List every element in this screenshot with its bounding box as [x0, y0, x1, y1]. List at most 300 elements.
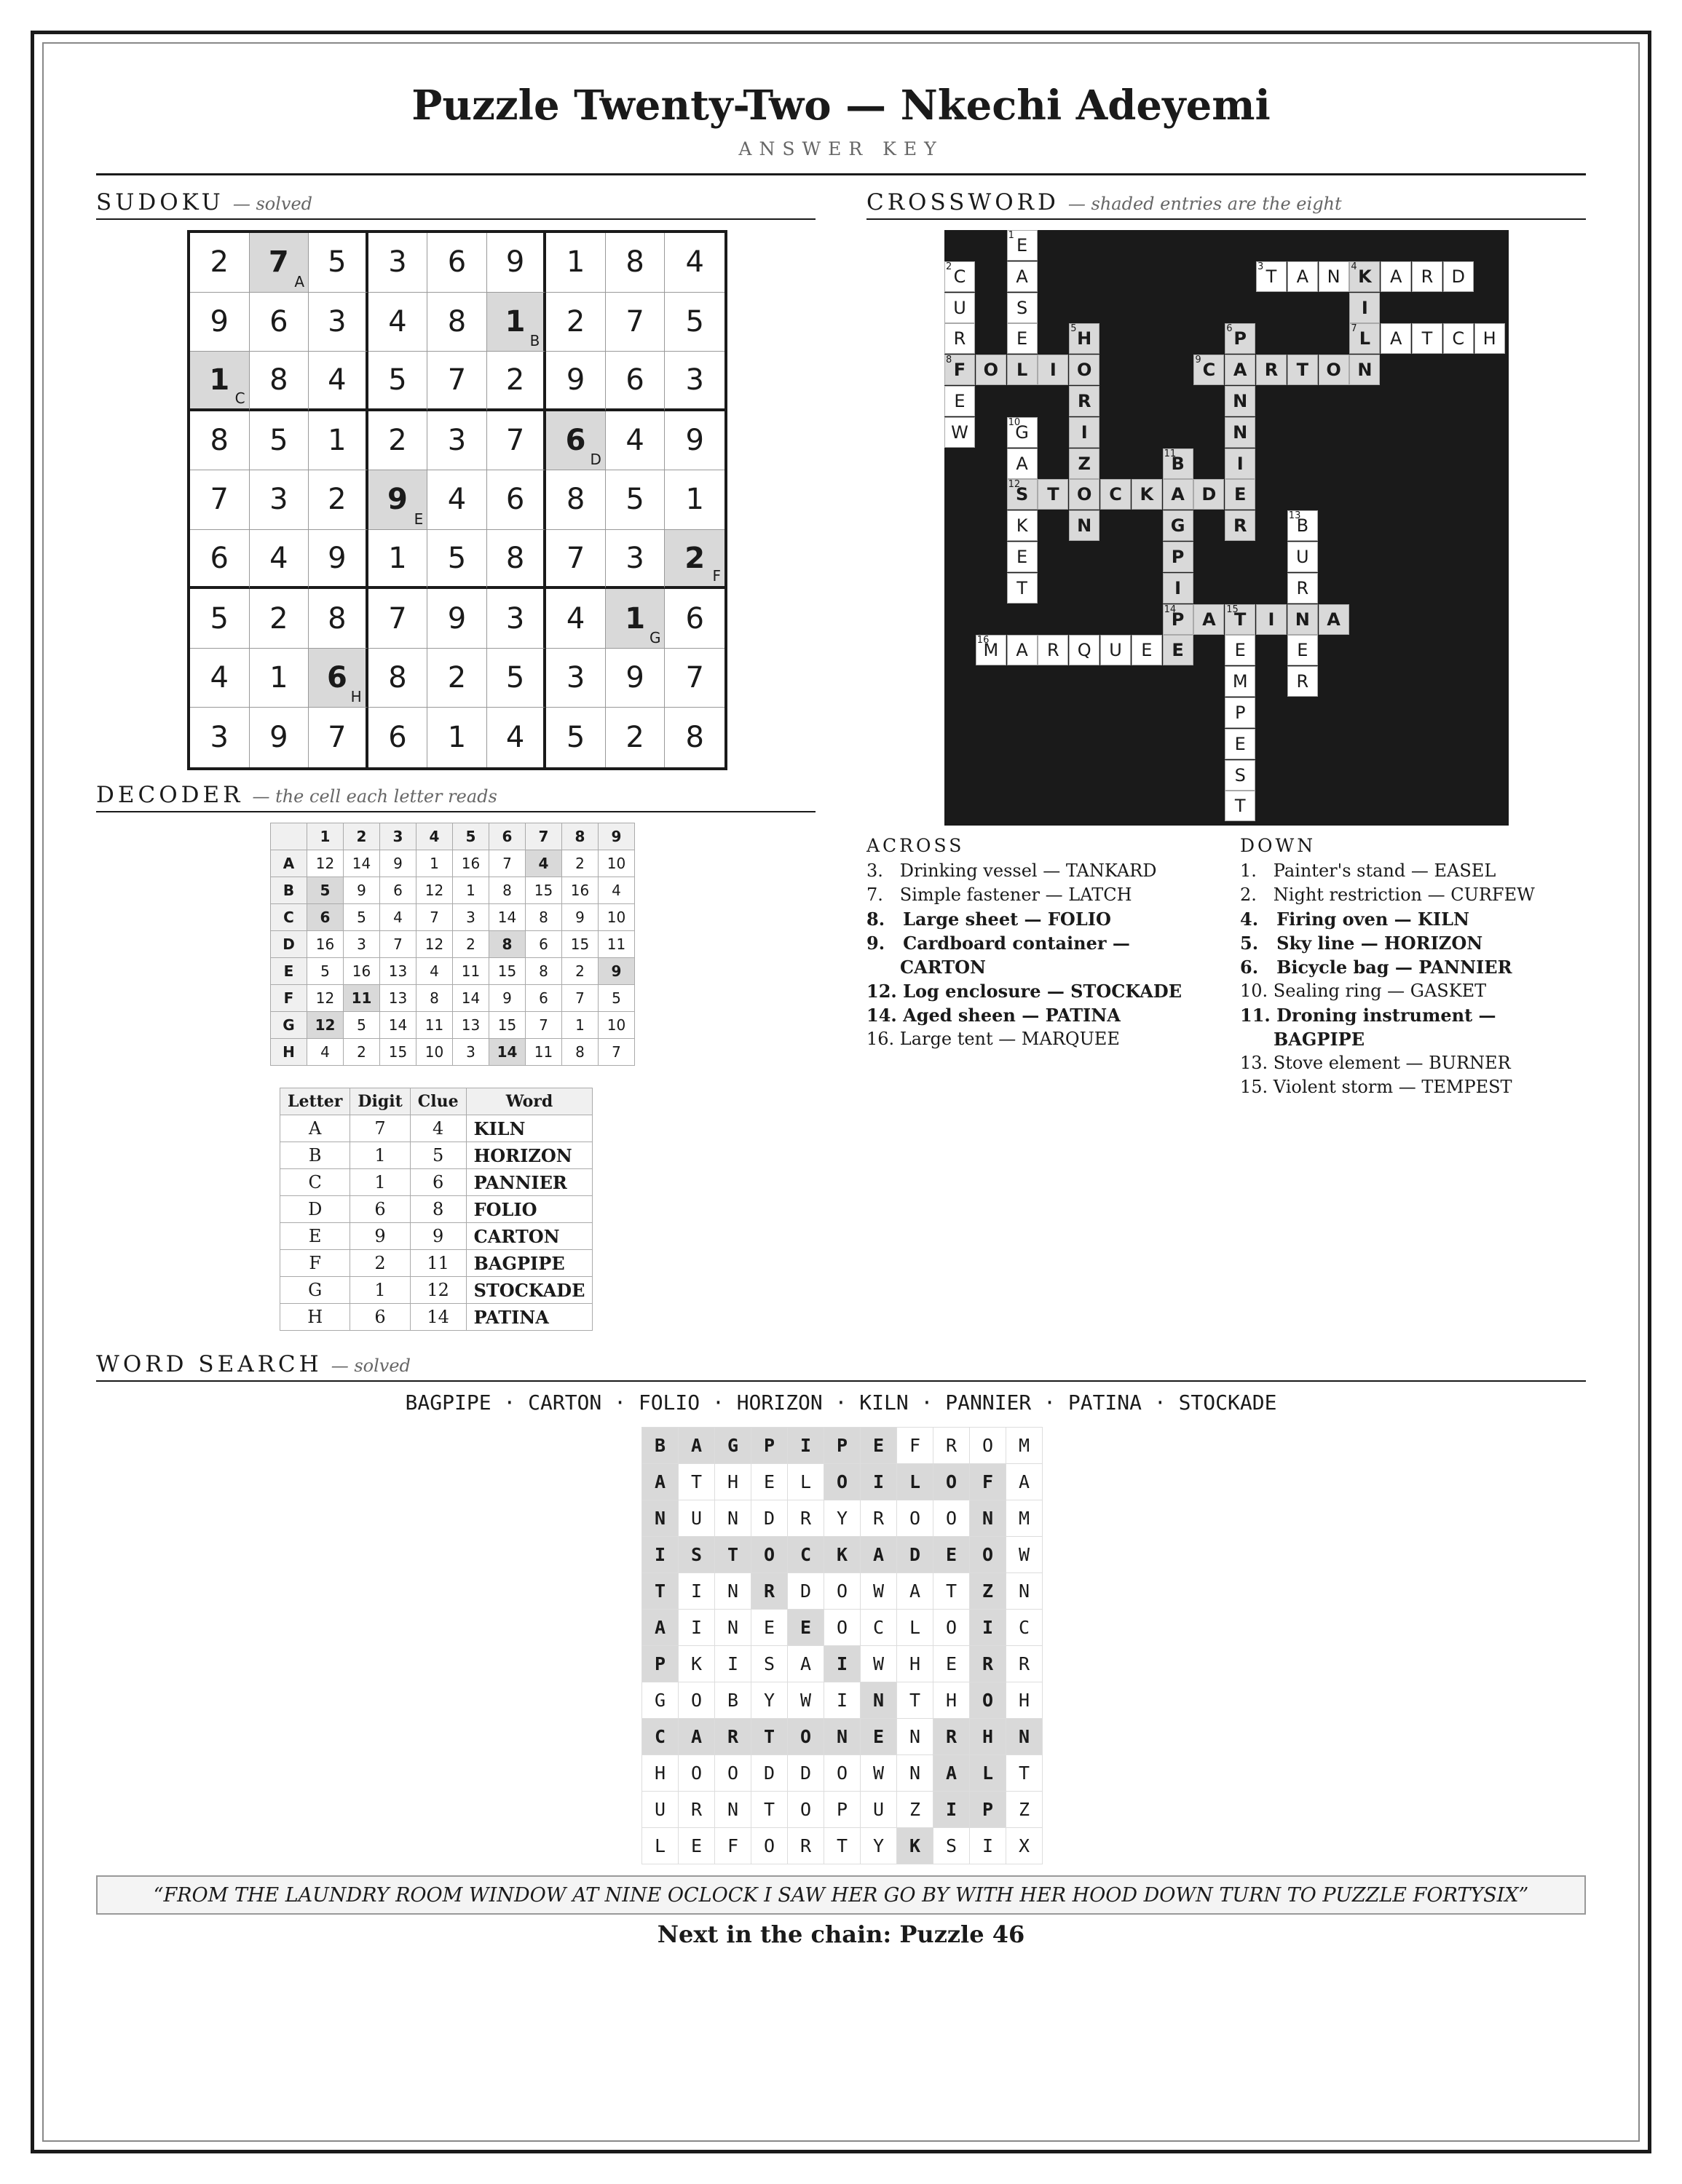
wordsearch-cell: O	[970, 1537, 1006, 1573]
wordsearch-cell: T	[933, 1573, 970, 1610]
wordsearch-cell: H	[933, 1682, 970, 1719]
decoder-cell: 1	[453, 877, 489, 904]
wordsearch-cell: H	[897, 1646, 933, 1682]
decoder-column-header: 4	[416, 823, 453, 850]
sudoku-digit: 4	[505, 721, 525, 755]
letter-map-header: Clue	[410, 1088, 466, 1115]
sudoku-cell	[546, 352, 606, 411]
wordsearch-cell: P	[824, 1792, 861, 1828]
wordsearch-cell: I	[788, 1428, 824, 1464]
across-clues	[866, 859, 1201, 1051]
crossword-clue-number: 14	[1164, 604, 1177, 615]
crossword-cell	[944, 323, 975, 354]
crossword-cell	[1038, 479, 1068, 510]
wordsearch-cell: M	[1006, 1500, 1043, 1537]
wordsearch-cell: B	[642, 1428, 679, 1464]
sudoku-cell	[427, 470, 487, 530]
crossword-letter: R	[1421, 266, 1434, 287]
sudoku-cell	[546, 649, 606, 708]
crossword-letter: R	[953, 328, 966, 349]
crossword-cell	[1412, 261, 1442, 292]
letter-map-cell: CARTON	[466, 1223, 593, 1250]
decoder-cell: 11	[453, 958, 489, 985]
wordsearch-cell: D	[751, 1755, 788, 1792]
crossword-letter: M	[1232, 671, 1248, 692]
letter-map-cell: 5	[410, 1142, 466, 1169]
wordsearch-cell: E	[933, 1537, 970, 1573]
crossword-cell	[1007, 323, 1038, 354]
crossword-letter: N	[1357, 360, 1373, 381]
letter-map-cell: 6	[350, 1196, 410, 1223]
crossword-letter: N	[1295, 609, 1310, 630]
wordsearch-cell: H	[970, 1719, 1006, 1755]
crossword-cell	[1225, 697, 1255, 728]
sudoku-digit: 3	[505, 601, 525, 636]
sudoku-digit: 4	[388, 304, 407, 339]
letter-map-row	[280, 1304, 593, 1331]
crossword-cell	[1225, 510, 1255, 541]
wordsearch-cell: G	[715, 1428, 751, 1464]
sudoku-digit: 5	[269, 423, 288, 457]
crossword-letter: A	[1171, 484, 1185, 505]
wordsearch-cell: L	[642, 1828, 679, 1864]
crossword-cell	[1381, 323, 1411, 354]
letter-map-cell: 12	[410, 1277, 466, 1304]
decoder-cell: 5	[344, 904, 380, 931]
sudoku-cell	[368, 589, 428, 649]
letter-map-cell: 8	[410, 1196, 466, 1223]
letter-map-row	[280, 1277, 593, 1304]
crossword-cell	[1007, 542, 1038, 572]
crossword-cell	[1069, 386, 1099, 416]
sudoku-cell	[309, 233, 368, 293]
page-subtitle: ANSWER KEY	[738, 138, 944, 159]
wordsearch-cell: T	[715, 1537, 751, 1573]
wordsearch-cell: O	[970, 1428, 1006, 1464]
sudoku-cell	[190, 470, 250, 530]
crossword-clue-number: 12	[1008, 479, 1021, 491]
sudoku-cell	[665, 352, 724, 411]
crossword-clue-number: 9	[1195, 355, 1201, 366]
wordsearch-cell: O	[679, 1682, 715, 1719]
wordsearch-cell: T	[1006, 1755, 1043, 1792]
sudoku-cell-letter: G	[649, 628, 661, 646]
decoder-column-header: 3	[380, 823, 416, 850]
crossword-letter: T	[1234, 609, 1247, 630]
wordsearch-cell: D	[788, 1573, 824, 1610]
sudoku-cell	[427, 233, 487, 293]
sudoku-heading-label: SUDOKU	[96, 189, 224, 215]
decoder-cell: 3	[453, 1039, 489, 1066]
decoder-cell: 16	[344, 958, 380, 985]
wordsearch-cell: U	[861, 1792, 897, 1828]
decoder-cell: 5	[307, 877, 344, 904]
decoder-row-header: F	[271, 985, 307, 1012]
crossword-cell	[1225, 355, 1255, 385]
wordsearch-cell: U	[642, 1792, 679, 1828]
crossword-cell	[1007, 448, 1038, 479]
sudoku-cell	[309, 293, 368, 352]
decoder-cell: 14	[489, 904, 526, 931]
wordsearch-cell: K	[897, 1828, 933, 1864]
sudoku-digit: 8	[328, 601, 347, 636]
crossword-letter: T	[1234, 796, 1246, 817]
crossword-cell	[1349, 355, 1380, 385]
wordsearch-cell: W	[861, 1755, 897, 1792]
sudoku-digit: 9	[685, 423, 704, 457]
decoder-cell: 8	[526, 904, 562, 931]
decoder-cell: 8	[489, 877, 526, 904]
sudoku-cell	[309, 649, 368, 708]
crossword-cell	[1287, 542, 1318, 572]
crossword-clue-number: 1	[1008, 230, 1014, 241]
sudoku-cell	[427, 649, 487, 708]
crossword-cell	[1225, 386, 1255, 416]
crossword-letter: I	[1174, 577, 1182, 598]
sudoku-heading	[96, 189, 816, 220]
down-clue: 4. Firing oven — KILN	[1240, 909, 1469, 930]
wordsearch-cell: Y	[861, 1828, 897, 1864]
crossword-letter: I	[1361, 297, 1368, 318]
sudoku-digit: 8	[269, 363, 288, 397]
sudoku-cell	[546, 708, 606, 767]
letter-map-cell: KILN	[466, 1115, 593, 1142]
sudoku-cell	[427, 411, 487, 471]
crossword-letter: S	[1016, 297, 1028, 318]
wordsearch-word-list: BAGPIPE · CARTON · FOLIO · HORIZON · KILN · PANNIER · PATINA · STOCKADE	[405, 1390, 1277, 1415]
sudoku-digit: 4	[447, 483, 467, 517]
crossword-letter: S	[1234, 764, 1246, 786]
wordsearch-cell: I	[861, 1464, 897, 1500]
crossword-letter: T	[1266, 266, 1277, 287]
sudoku-cell	[250, 293, 309, 352]
decoder-cell: 11	[344, 985, 380, 1012]
decoder-cell: 12	[307, 1012, 344, 1039]
letter-map-cell: E	[280, 1223, 350, 1250]
sudoku-digit: 4	[210, 661, 229, 695]
sudoku-cell	[309, 352, 368, 411]
sudoku-cell	[427, 708, 487, 767]
decoder-cell: 7	[526, 1012, 562, 1039]
crossword-cell	[1225, 635, 1255, 665]
crossword-cell	[944, 355, 975, 385]
crossword-letter: H	[1077, 328, 1092, 349]
crossword-letter: C	[1109, 484, 1122, 505]
wordsearch-cell: S	[933, 1828, 970, 1864]
sudoku-digit: 5	[328, 245, 347, 280]
wordsearch-cell: A	[679, 1719, 715, 1755]
crossword-cell	[976, 355, 1006, 385]
crossword-letter: M	[983, 640, 999, 661]
sudoku-cell	[368, 649, 428, 708]
wordsearch-cell: N	[970, 1500, 1006, 1537]
decoder-cell: 9	[380, 850, 416, 877]
wordsearch-cell: N	[715, 1500, 751, 1537]
wordsearch-cell: E	[751, 1610, 788, 1646]
sudoku-digit: 2	[328, 483, 347, 517]
down-clue: 1. Painter's stand — EASEL	[1240, 860, 1496, 881]
crossword-letter: R	[1296, 577, 1309, 598]
wordsearch-cell: W	[1006, 1537, 1043, 1573]
decoder-cell: 3	[344, 931, 380, 958]
sudoku-digit: 5	[625, 483, 644, 517]
letter-map-cell: PANNIER	[466, 1169, 593, 1196]
crossword-cell	[1287, 666, 1318, 697]
sudoku-digit: 7	[566, 541, 585, 575]
wordsearch-cell: N	[1006, 1719, 1043, 1755]
crossword-letter: U	[953, 297, 966, 318]
crossword-cell	[1349, 261, 1380, 292]
wordsearch-cell: E	[751, 1464, 788, 1500]
decoder-cell: 11	[526, 1039, 562, 1066]
decoder-row-header: G	[271, 1012, 307, 1039]
crossword-letter: E	[1016, 547, 1028, 567]
crossword-cell	[1381, 261, 1411, 292]
decoder-heading-note: — the cell each letter reads	[252, 786, 497, 807]
sudoku-digit: 2	[388, 423, 407, 457]
crossword-cell	[944, 261, 975, 292]
crossword-letter: A	[1016, 453, 1028, 474]
crossword-clue-number: 8	[946, 355, 952, 366]
crossword-letter: O	[1326, 360, 1341, 381]
decoder-cell: 13	[380, 985, 416, 1012]
down-clue: 2. Night restriction — CURFEW	[1240, 885, 1535, 905]
wordsearch-cell: M	[1006, 1428, 1043, 1464]
sudoku-digit: 2	[447, 661, 467, 695]
wordsearch-cell: T	[897, 1682, 933, 1719]
sudoku-grid	[187, 230, 727, 770]
sudoku-digit: 8	[566, 483, 585, 517]
decoder-row	[271, 958, 635, 985]
wordsearch-cell: O	[824, 1573, 861, 1610]
decoder-cell: 7	[416, 904, 453, 931]
across-clue: 12. Log enclosure — STOCKADE	[866, 981, 1182, 1002]
wordsearch-cell: D	[897, 1537, 933, 1573]
sudoku-digit: 8	[685, 721, 704, 755]
wordsearch-cell: C	[861, 1610, 897, 1646]
decoder-column-header: 1	[307, 823, 344, 850]
crossword-cell	[1193, 355, 1224, 385]
crossword-letter: T	[1296, 360, 1308, 381]
crossword-cell	[1007, 293, 1038, 323]
crossword-cell	[1412, 323, 1442, 354]
wordsearch-cell: T	[751, 1792, 788, 1828]
wordsearch-cell: K	[679, 1646, 715, 1682]
crossword-cell	[1069, 323, 1099, 354]
sudoku-cell	[427, 589, 487, 649]
sudoku-digit: 3	[685, 363, 704, 397]
wordsearch-cell: E	[861, 1428, 897, 1464]
decoder-cell: 12	[416, 877, 453, 904]
crossword-clue-number: 15	[1226, 604, 1239, 615]
crossword-letter: E	[954, 391, 966, 411]
crossword-cell	[1193, 604, 1224, 635]
decoder-cell: 6	[526, 931, 562, 958]
crossword-cell	[1132, 635, 1162, 665]
crossword-cell	[1007, 355, 1038, 385]
decoder-cell: 8	[526, 958, 562, 985]
crossword-letter: G	[1015, 422, 1029, 443]
crossword-letter: K	[1140, 484, 1154, 505]
letter-map-row	[280, 1250, 593, 1277]
sudoku-cell	[487, 411, 547, 471]
next-puzzle-link: Next in the chain: Puzzle 46	[657, 1920, 1025, 1948]
wordsearch-cell: R	[1006, 1646, 1043, 1682]
sudoku-cell	[368, 352, 428, 411]
decoder-row-header: H	[271, 1039, 307, 1066]
wordsearch-cell: R	[861, 1500, 897, 1537]
sudoku-digit: 6	[326, 661, 347, 695]
letter-map-cell: 1	[350, 1142, 410, 1169]
crossword-cell	[1287, 510, 1318, 541]
crossword-cell	[944, 386, 975, 416]
down-clue: 11. Droning instrument — BAGPIPE	[1240, 1005, 1496, 1050]
crossword-letter: R	[1233, 515, 1247, 537]
crossword-cell	[1287, 635, 1318, 665]
sudoku-digit: 9	[625, 661, 644, 695]
decoder-cell: 15	[489, 958, 526, 985]
sudoku-digit: 6	[388, 721, 407, 755]
wordsearch-cell: O	[824, 1610, 861, 1646]
decoder-row	[271, 850, 635, 877]
sudoku-cell	[250, 470, 309, 530]
decoder-corner	[271, 823, 307, 850]
decoder-cell: 14	[453, 985, 489, 1012]
wordsearch-grid	[641, 1427, 1043, 1864]
sudoku-cell	[427, 293, 487, 352]
wordsearch-cell: O	[751, 1828, 788, 1864]
wordsearch-cell: H	[642, 1755, 679, 1792]
letter-map-row	[280, 1196, 593, 1223]
decoder-cell: 8	[416, 985, 453, 1012]
sudoku-digit: 1	[328, 423, 347, 457]
crossword-cell	[1287, 355, 1318, 385]
decoder-cell: 12	[307, 850, 344, 877]
letter-map-cell: D	[280, 1196, 350, 1223]
crossword-cell	[944, 417, 975, 448]
wordsearch-cell: R	[933, 1428, 970, 1464]
sudoku-cell	[665, 411, 724, 471]
sudoku-digit: 8	[625, 245, 644, 280]
wordsearch-cell: N	[897, 1755, 933, 1792]
sudoku-cell-letter: H	[350, 688, 362, 706]
decoder-heading	[96, 782, 816, 812]
wordsearch-cell: Z	[897, 1792, 933, 1828]
crossword-cell	[1163, 510, 1193, 541]
across-clue: 8. Large sheet — FOLIO	[866, 909, 1111, 930]
sudoku-cell	[606, 649, 666, 708]
wordsearch-cell: O	[933, 1500, 970, 1537]
wordsearch-cell: D	[788, 1755, 824, 1792]
decoder-column-header: 5	[453, 823, 489, 850]
crossword-clue-number: 6	[1226, 323, 1233, 335]
sudoku-cell	[665, 293, 724, 352]
sudoku-digit: 3	[388, 245, 407, 280]
crossword-letter: A	[1016, 640, 1028, 661]
crossword-letter: U	[1296, 547, 1309, 567]
wordsearch-cell: T	[642, 1573, 679, 1610]
decoder-row	[271, 904, 635, 931]
letter-map-cell: 7	[350, 1115, 410, 1142]
crossword-letter: P	[1233, 328, 1247, 349]
sudoku-digit: 5	[505, 661, 525, 695]
sudoku-cell	[606, 470, 666, 530]
sudoku-digit: 6	[210, 541, 229, 575]
crossword-letter: R	[1264, 360, 1279, 381]
wordsearch-cell: D	[751, 1500, 788, 1537]
wordsearch-cell: E	[933, 1646, 970, 1682]
crossword-cell	[1287, 573, 1318, 604]
crossword-cell	[1007, 230, 1038, 261]
wordsearch-cell: F	[897, 1428, 933, 1464]
crossword-cell	[1007, 573, 1038, 604]
crossword-letter: I	[1081, 422, 1088, 443]
sudoku-digit: 5	[210, 601, 229, 636]
wordsearch-cell: C	[1006, 1610, 1043, 1646]
crossword-cell	[1163, 542, 1193, 572]
sudoku-cell	[665, 530, 724, 590]
sudoku-cell	[546, 293, 606, 352]
wordsearch-cell: W	[788, 1682, 824, 1719]
decoder-cell: 6	[380, 877, 416, 904]
wordsearch-cell: O	[788, 1792, 824, 1828]
wordsearch-cell: T	[824, 1828, 861, 1864]
crossword-letter: I	[1236, 453, 1244, 474]
sudoku-digit: 6	[565, 423, 586, 457]
crossword-letter: B	[1296, 515, 1309, 537]
crossword-letter: P	[1171, 547, 1185, 567]
crossword-letter: D	[1451, 266, 1466, 287]
crossword-cell	[1443, 261, 1474, 292]
wordsearch-cell: I	[970, 1828, 1006, 1864]
crossword-heading	[866, 189, 1586, 220]
letter-map-cell: G	[280, 1277, 350, 1304]
wordsearch-cell: R	[679, 1792, 715, 1828]
letter-map-header: Letter	[280, 1088, 350, 1115]
letter-map-row	[280, 1115, 593, 1142]
crossword-cell	[1007, 510, 1038, 541]
wordsearch-cell: O	[933, 1464, 970, 1500]
decoder-cell: 9	[489, 985, 526, 1012]
wordsearch-cell: A	[642, 1464, 679, 1500]
letter-map-cell: 9	[350, 1223, 410, 1250]
sudoku-digit: 7	[447, 363, 467, 397]
wordsearch-cell: N	[715, 1610, 751, 1646]
decoder-cell: 7	[599, 1039, 635, 1066]
sudoku-cell	[368, 530, 428, 590]
wordsearch-cell: N	[715, 1792, 751, 1828]
wordsearch-cell: F	[970, 1464, 1006, 1500]
sudoku-cell-letter: B	[529, 332, 540, 350]
sudoku-digit: 1	[269, 661, 288, 695]
decoder-cell: 5	[307, 958, 344, 985]
crossword-letter: E	[1016, 328, 1028, 349]
sudoku-digit: 2	[505, 363, 525, 397]
wordsearch-heading	[96, 1351, 1586, 1382]
decoder-table	[270, 823, 635, 1066]
wordsearch-cell: I	[824, 1646, 861, 1682]
decoder-cell: 11	[599, 931, 635, 958]
sudoku-digit: 1	[625, 601, 646, 636]
crossword-cell	[1287, 604, 1318, 635]
crossword-letter: S	[1015, 484, 1029, 505]
crossword-letter: T	[1421, 328, 1433, 349]
sudoku-cell-letter: E	[414, 510, 424, 528]
sudoku-digit: 8	[210, 423, 229, 457]
crossword-cell	[1100, 479, 1131, 510]
decoder-row-header: B	[271, 877, 307, 904]
wordsearch-cell: P	[751, 1428, 788, 1464]
